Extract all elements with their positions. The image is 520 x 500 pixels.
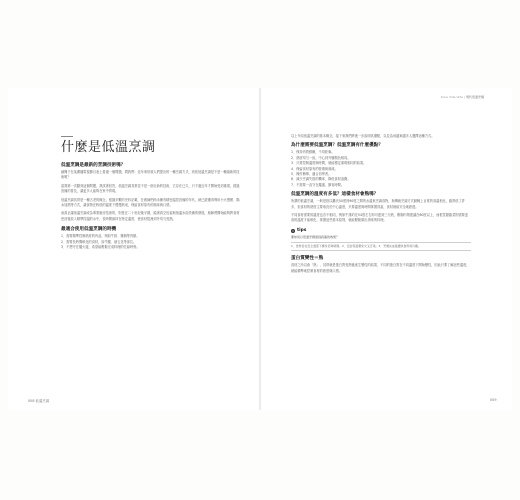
paragraph: 而真正讓低溫烹調成為專業廚房技術的，則是在二十世紀後半期，隨著真空包裝與恆溫水浴設備的發展，廚師們開始能夠將食材密封後放入精準控溫的水中，長時間維持在特定溫度，使食材從裡到外均勻受熱。 [61,211,240,221]
paragraph: 所謂的低溫烹調，一般是指以攝氏50度到90度之間的水溫來烹調食物，與傳統烹調方式動輒上百度的高溫相比，確實低了許多，但食材的熟度主要取決於中心溫度，只要溫度與時間掌握得當，食材就能安全地熟透。 [291,199,465,209]
chapter-title: 什麼是低溫烹調 [61,140,156,155]
section-heading: 為什麼需要低溫烹調？低溫烹調有什麼優點？ [291,143,383,149]
tips-body: 1．食材需在安全溫度下維持足夠時間。2．密封包裝避免交叉汙染。3．烹調完成後盡快食用或冷藏。 [291,243,421,248]
chapter-title-rule [61,136,73,137]
section-heading: 蛋白質變性＝熟 [291,256,324,262]
section-heading: 低溫烹調的溫度有多低？這樣食材會熟嗎？ [291,192,379,198]
right-page-body [291,134,471,277]
left-page-body [61,163,241,253]
list-item: 4．保留食材原有的營養與風味。 [291,166,338,171]
right-page [262,88,512,410]
info-icon: i [292,228,294,233]
paragraph: 低溫烹調其實是一種古老的概念，根據多數的史料記載，在廚師們尚未擁有精密溫控設備的年代，就已經懂得利用小火慢燉、隔水加熱等方式，讓食物在較低的溫度下慢慢熟成，保留食材原有的風味與口感。 [61,197,240,208]
paragraph: 當我第一次聽到這個問題，我試著回答，低溫烹調其實並不是一個全新的技術，它存在已久，只不過近年才開始受到重視，經過設備的普及，讓更多人能夠在家中實現。 [61,183,240,194]
list-item: 3．只要控制溫度與時間，就能穩定重現相同的結果。 [291,161,367,166]
tips-divider [291,242,471,243]
intro-paragraph: 以上介紹低溫烹調的基本概念，接下來我們將進一步說明其優點，以及為何越來越多人選擇這種方式。 [291,134,435,138]
paragraph: 細聞子在某廣播電視節目表上看過一個問題，問我們：近年來常被人們提出的一種烹調方式，到底低溫烹調是不是一種最新的技術呢？ [61,170,240,180]
list-item: 2．需要長時間軟化的食材，如牛腱、豬五花等部位。 [61,239,137,244]
tips-subtitle: 要如何以低溫烹調達到殺菌的效果？ [291,235,340,240]
section-heading: 最適合使用低溫烹調的時機 [61,227,117,233]
running-prefix: Sous Vide Vide [440,95,464,99]
running-header [441,95,484,99]
section-heading: 低溫烹調是最新的烹調技術嗎？ [61,163,126,168]
paragraph: 食材之所以會「熟」，其實就是蛋白質受熱後產生變性的結果，不同的蛋白質在不同溫度下開始變性，因此只要了解這些溫度，就能精準地控制食材的熟度與口感。 [291,263,470,273]
left-page [8,88,258,410]
advantages-list [291,150,471,188]
running-title: 現代低溫烹調 [465,95,484,99]
list-item: 6．減少烹調失敗的機率，降低食材浪費。 [291,177,351,182]
timing-list [61,234,241,250]
gutter [259,88,261,410]
list-item: 2．熟度均勻一致，中心到外層顏色相同。 [291,155,351,160]
tips-header [291,228,471,233]
list-item: 3．不想守在爐火邊，希望能輕鬆完成料理的忙碌時刻。 [61,245,140,250]
running-separator: | [464,95,466,99]
list-item: 1．保持肉質鮮嫩，不易乾柴。 [291,150,335,155]
page-number-right: 009 [490,398,497,402]
tips-title: tips [297,227,307,233]
paragraph: 不同食材需要的溫度也各不相同，例如牛排約在54度左右即可達到三分熟，雞胸肉則建議在60度以上，而根莖類蔬菜則需要更高的溫度才能軟化，掌握這些基本原則，就能輕鬆做出美味的料理。 [291,213,469,223]
page-number-left: 008 低溫烹調 [28,399,50,403]
list-item: 5．操作簡單，適合初學者。 [291,172,332,177]
list-item: 7．不需要一直守在爐邊，節省時間。 [291,182,345,187]
list-item: 1．需要精準控制熟度的肉品，例如牛排、雞胸等肉類。 [61,234,140,239]
tips-divider [291,250,471,251]
tips-box [291,228,471,251]
